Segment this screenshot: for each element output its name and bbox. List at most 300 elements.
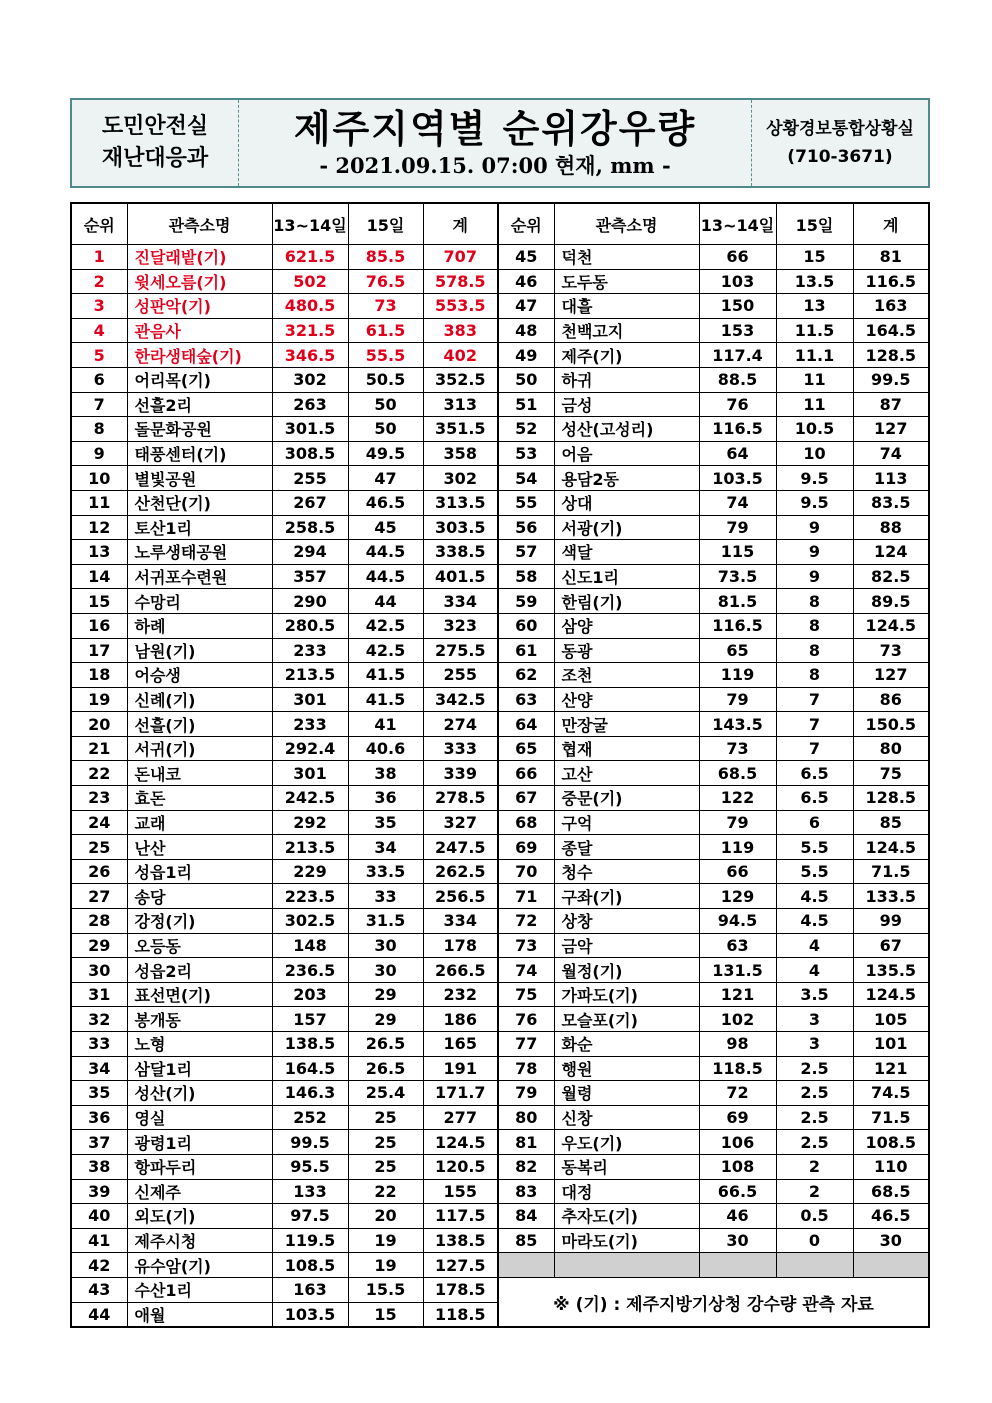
- left-total-cell: 313: [423, 392, 498, 417]
- right-d13-14-cell: 129: [699, 884, 776, 909]
- table-row: [71, 269, 929, 294]
- table-row: [71, 712, 929, 737]
- right-total-cell: 68.5: [853, 1179, 929, 1204]
- left-station-cell: 수산1리: [127, 1277, 272, 1302]
- table-row: [71, 958, 929, 983]
- left-station-cell: 항파두리: [127, 1154, 272, 1179]
- left-station-cell: 신제주: [127, 1179, 272, 1204]
- left-rank-cell: 27: [71, 884, 127, 909]
- right-d15-cell: 2.5: [776, 1081, 853, 1106]
- right-total-cell: 46.5: [853, 1204, 929, 1229]
- right-total-cell: 101: [853, 1032, 929, 1057]
- right-d13-14-cell: 68.5: [699, 761, 776, 786]
- left-station-cell: 진달래밭(기): [127, 245, 272, 270]
- left-d15-cell: 45: [348, 515, 423, 540]
- table-row: [71, 613, 929, 638]
- left-station-cell: 윗세오름(기): [127, 269, 272, 294]
- left-d13-14-cell: 280.5: [272, 613, 348, 638]
- right-rank-cell: 81: [498, 1130, 554, 1155]
- dept-line2: 재난대응과: [101, 146, 209, 171]
- left-total-cell: 191: [423, 1056, 498, 1081]
- right-d15-cell: 15: [776, 245, 853, 270]
- right-d13-14-cell: 66.5: [699, 1179, 776, 1204]
- table-row: [71, 1032, 929, 1057]
- right-station-cell: 협재: [554, 736, 699, 761]
- left-d15-cell: 50: [348, 392, 423, 417]
- right-total-cell: 83.5: [853, 490, 929, 515]
- right-station-cell: 덕천: [554, 245, 699, 270]
- left-d13-14-cell: 308.5: [272, 441, 348, 466]
- col-total-right: 계: [853, 203, 929, 245]
- left-total-cell: 707: [423, 245, 498, 270]
- left-rank-cell: 44: [71, 1302, 127, 1327]
- table-row: [71, 417, 929, 442]
- table-row: [71, 466, 929, 491]
- col-d13-14-left: 13~14일: [272, 203, 348, 245]
- left-d15-cell: 36: [348, 786, 423, 811]
- left-total-cell: 124.5: [423, 1130, 498, 1155]
- left-rank-cell: 35: [71, 1081, 127, 1106]
- left-rank-cell: 42: [71, 1253, 127, 1278]
- left-d15-cell: 73: [348, 294, 423, 319]
- left-d15-cell: 44.5: [348, 564, 423, 589]
- left-total-cell: 334: [423, 589, 498, 614]
- table-row: [71, 1056, 929, 1081]
- right-d13-14-cell: 65: [699, 638, 776, 663]
- left-station-cell: 돈내코: [127, 761, 272, 786]
- left-d13-14-cell: 119.5: [272, 1228, 348, 1253]
- right-d13-14-cell: 116.5: [699, 613, 776, 638]
- table-row: [71, 884, 929, 909]
- left-rank-cell: 18: [71, 663, 127, 688]
- left-total-cell: 303.5: [423, 515, 498, 540]
- right-d13-14-cell: 108: [699, 1154, 776, 1179]
- right-d13-14-cell: 79: [699, 515, 776, 540]
- right-station-cell: 상대: [554, 490, 699, 515]
- left-station-cell: 관음사: [127, 318, 272, 343]
- right-total-cell: 135.5: [853, 958, 929, 983]
- left-d15-cell: 42.5: [348, 638, 423, 663]
- right-rank-cell: 61: [498, 638, 554, 663]
- left-d15-cell: 42.5: [348, 613, 423, 638]
- right-rank-cell: 65: [498, 736, 554, 761]
- left-rank-cell: 2: [71, 269, 127, 294]
- left-total-cell: 302: [423, 466, 498, 491]
- right-rank-cell: 59: [498, 589, 554, 614]
- left-rank-cell: 25: [71, 835, 127, 860]
- title-box: [239, 100, 752, 186]
- right-total-cell: 150.5: [853, 712, 929, 737]
- right-total-cell: 88: [853, 515, 929, 540]
- left-d15-cell: 29: [348, 982, 423, 1007]
- right-d15-cell: 2.5: [776, 1105, 853, 1130]
- col-rank-left: 순위: [71, 203, 127, 245]
- right-d13-14-cell: 150: [699, 294, 776, 319]
- right-station-cell: 구좌(기): [554, 884, 699, 909]
- blank-grey-cell: [853, 1253, 929, 1278]
- right-station-cell: 어음: [554, 441, 699, 466]
- right-rank-cell: 80: [498, 1105, 554, 1130]
- left-d13-14-cell: 480.5: [272, 294, 348, 319]
- right-d15-cell: 11.5: [776, 318, 853, 343]
- left-d15-cell: 40.6: [348, 736, 423, 761]
- dept-line1: 도민안전실: [101, 114, 209, 139]
- right-rank-cell: 68: [498, 810, 554, 835]
- left-d13-14-cell: 292: [272, 810, 348, 835]
- right-rank-cell: 85: [498, 1228, 554, 1253]
- left-rank-cell: 40: [71, 1204, 127, 1229]
- left-total-cell: 333: [423, 736, 498, 761]
- left-d15-cell: 15.5: [348, 1277, 423, 1302]
- left-total-cell: 338.5: [423, 540, 498, 565]
- left-rank-cell: 29: [71, 933, 127, 958]
- left-rank-cell: 24: [71, 810, 127, 835]
- table-row: [71, 1179, 929, 1204]
- left-station-cell: 노루생태공원: [127, 540, 272, 565]
- table-row: [71, 490, 929, 515]
- right-d13-14-cell: 153: [699, 318, 776, 343]
- left-rank-cell: 41: [71, 1228, 127, 1253]
- right-d15-cell: 2.5: [776, 1056, 853, 1081]
- left-rank-cell: 22: [71, 761, 127, 786]
- left-total-cell: 313.5: [423, 490, 498, 515]
- left-total-cell: 327: [423, 810, 498, 835]
- left-d15-cell: 19: [348, 1228, 423, 1253]
- left-d15-cell: 26.5: [348, 1032, 423, 1057]
- right-d15-cell: 6.5: [776, 786, 853, 811]
- right-total-cell: 75: [853, 761, 929, 786]
- left-rank-cell: 37: [71, 1130, 127, 1155]
- right-d13-14-cell: 69: [699, 1105, 776, 1130]
- rainfall-table: [70, 202, 930, 1328]
- right-d15-cell: 7: [776, 687, 853, 712]
- left-d15-cell: 44: [348, 589, 423, 614]
- right-d13-14-cell: 102: [699, 1007, 776, 1032]
- table-row: [71, 1204, 929, 1229]
- left-d15-cell: 25: [348, 1105, 423, 1130]
- right-d15-cell: 8: [776, 589, 853, 614]
- left-station-cell: 수망리: [127, 589, 272, 614]
- left-station-cell: 성읍2리: [127, 958, 272, 983]
- right-d15-cell: 13.5: [776, 269, 853, 294]
- left-total-cell: 117.5: [423, 1204, 498, 1229]
- table-row: [71, 540, 929, 565]
- right-rank-cell: 83: [498, 1179, 554, 1204]
- table-row: [71, 441, 929, 466]
- right-rank-cell: 54: [498, 466, 554, 491]
- right-station-cell: 동복리: [554, 1154, 699, 1179]
- left-d13-14-cell: 321.5: [272, 318, 348, 343]
- left-d15-cell: 76.5: [348, 269, 423, 294]
- left-total-cell: 401.5: [423, 564, 498, 589]
- left-d13-14-cell: 258.5: [272, 515, 348, 540]
- right-station-cell: 화순: [554, 1032, 699, 1057]
- left-station-cell: 효돈: [127, 786, 272, 811]
- right-rank-cell: 46: [498, 269, 554, 294]
- table-row: [71, 1154, 929, 1179]
- right-d13-14-cell: 74: [699, 490, 776, 515]
- right-station-cell: 천백고지: [554, 318, 699, 343]
- left-d13-14-cell: 233: [272, 712, 348, 737]
- left-d13-14-cell: 502: [272, 269, 348, 294]
- table-header-row: [71, 203, 929, 245]
- left-rank-cell: 15: [71, 589, 127, 614]
- left-d13-14-cell: 213.5: [272, 663, 348, 688]
- right-d13-14-cell: 122: [699, 786, 776, 811]
- left-station-cell: 돌문화공원: [127, 417, 272, 442]
- left-station-cell: 난산: [127, 835, 272, 860]
- right-d13-14-cell: 98: [699, 1032, 776, 1057]
- right-d15-cell: 9: [776, 515, 853, 540]
- table-row: [71, 564, 929, 589]
- left-total-cell: 278.5: [423, 786, 498, 811]
- left-rank-cell: 14: [71, 564, 127, 589]
- left-rank-cell: 3: [71, 294, 127, 319]
- col-total-left: 계: [423, 203, 498, 245]
- table-row: [71, 1081, 929, 1106]
- left-rank-cell: 19: [71, 687, 127, 712]
- left-d15-cell: 46.5: [348, 490, 423, 515]
- left-rank-cell: 38: [71, 1154, 127, 1179]
- left-d15-cell: 34: [348, 835, 423, 860]
- left-station-cell: 서귀(기): [127, 736, 272, 761]
- right-station-cell: 월령: [554, 1081, 699, 1106]
- right-rank-cell: 73: [498, 933, 554, 958]
- right-station-cell: 신창: [554, 1105, 699, 1130]
- left-rank-cell: 12: [71, 515, 127, 540]
- right-station-cell: 행원: [554, 1056, 699, 1081]
- right-d13-14-cell: 79: [699, 687, 776, 712]
- left-d15-cell: 50.5: [348, 367, 423, 392]
- right-rank-cell: 79: [498, 1081, 554, 1106]
- right-rank-cell: 67: [498, 786, 554, 811]
- right-station-cell: 동광: [554, 638, 699, 663]
- left-d15-cell: 26.5: [348, 1056, 423, 1081]
- right-total-cell: 110: [853, 1154, 929, 1179]
- left-station-cell: 송당: [127, 884, 272, 909]
- right-d13-14-cell: 103.5: [699, 466, 776, 491]
- table-row: [71, 589, 929, 614]
- right-d15-cell: 13: [776, 294, 853, 319]
- left-d13-14-cell: 133: [272, 1179, 348, 1204]
- right-d13-14-cell: 116.5: [699, 417, 776, 442]
- left-d15-cell: 41.5: [348, 663, 423, 688]
- office-name: 상황경보통합상황실: [766, 119, 914, 139]
- right-total-cell: 71.5: [853, 859, 929, 884]
- left-d15-cell: 33.5: [348, 859, 423, 884]
- left-d15-cell: 25: [348, 1154, 423, 1179]
- right-d15-cell: 8: [776, 663, 853, 688]
- right-d15-cell: 5.5: [776, 859, 853, 884]
- left-d13-14-cell: 99.5: [272, 1130, 348, 1155]
- left-d15-cell: 44.5: [348, 540, 423, 565]
- right-d13-14-cell: 79: [699, 810, 776, 835]
- right-d15-cell: 2: [776, 1154, 853, 1179]
- right-total-cell: 108.5: [853, 1130, 929, 1155]
- left-d15-cell: 50: [348, 417, 423, 442]
- left-total-cell: 342.5: [423, 687, 498, 712]
- left-d13-14-cell: 301: [272, 687, 348, 712]
- left-total-cell: 120.5: [423, 1154, 498, 1179]
- right-d15-cell: 2: [776, 1179, 853, 1204]
- col-station-right: 관측소명: [554, 203, 699, 245]
- right-station-cell: 산양: [554, 687, 699, 712]
- left-rank-cell: 39: [71, 1179, 127, 1204]
- right-d13-14-cell: 81.5: [699, 589, 776, 614]
- right-d15-cell: 5.5: [776, 835, 853, 860]
- left-total-cell: 383: [423, 318, 498, 343]
- right-rank-cell: 60: [498, 613, 554, 638]
- right-total-cell: 116.5: [853, 269, 929, 294]
- right-rank-cell: 47: [498, 294, 554, 319]
- left-total-cell: 127.5: [423, 1253, 498, 1278]
- right-rank-cell: 69: [498, 835, 554, 860]
- left-d15-cell: 25.4: [348, 1081, 423, 1106]
- left-d15-cell: 41: [348, 712, 423, 737]
- right-total-cell: 81: [853, 245, 929, 270]
- right-d13-14-cell: 30: [699, 1228, 776, 1253]
- office-phone: (710-3671): [787, 147, 893, 167]
- right-total-cell: 124.5: [853, 613, 929, 638]
- left-total-cell: 402: [423, 343, 498, 368]
- left-rank-cell: 9: [71, 441, 127, 466]
- right-station-cell: 색달: [554, 540, 699, 565]
- left-rank-cell: 10: [71, 466, 127, 491]
- left-d13-14-cell: 163: [272, 1277, 348, 1302]
- right-station-cell: 용담2동: [554, 466, 699, 491]
- right-rank-cell: 82: [498, 1154, 554, 1179]
- right-d15-cell: 8: [776, 613, 853, 638]
- right-station-cell: 추자도(기): [554, 1204, 699, 1229]
- left-d13-14-cell: 263: [272, 392, 348, 417]
- right-d13-14-cell: 118.5: [699, 1056, 776, 1081]
- right-d13-14-cell: 64: [699, 441, 776, 466]
- table-row: [71, 1105, 929, 1130]
- right-station-cell: 상창: [554, 909, 699, 934]
- right-total-cell: 99: [853, 909, 929, 934]
- left-d15-cell: 19: [348, 1253, 423, 1278]
- right-rank-cell: 52: [498, 417, 554, 442]
- left-d13-14-cell: 148: [272, 933, 348, 958]
- left-d13-14-cell: 302.5: [272, 909, 348, 934]
- left-d13-14-cell: 290: [272, 589, 348, 614]
- table-row: [71, 835, 929, 860]
- left-d13-14-cell: 97.5: [272, 1204, 348, 1229]
- page-title: 제주지역별 순위강우량: [293, 107, 697, 151]
- right-d15-cell: 11.1: [776, 343, 853, 368]
- right-rank-cell: 78: [498, 1056, 554, 1081]
- right-d15-cell: 6: [776, 810, 853, 835]
- table-row: [71, 1277, 929, 1302]
- left-d13-14-cell: 164.5: [272, 1056, 348, 1081]
- left-d13-14-cell: 301: [272, 761, 348, 786]
- right-total-cell: 124.5: [853, 982, 929, 1007]
- blank-grey-cell: [498, 1253, 554, 1278]
- left-d13-14-cell: 301.5: [272, 417, 348, 442]
- left-station-cell: 어리목(기): [127, 367, 272, 392]
- table-row: [71, 1130, 929, 1155]
- left-station-cell: 영실: [127, 1105, 272, 1130]
- right-d15-cell: 4: [776, 933, 853, 958]
- report-header: [70, 98, 930, 188]
- right-rank-cell: 58: [498, 564, 554, 589]
- right-total-cell: 105: [853, 1007, 929, 1032]
- left-rank-cell: 20: [71, 712, 127, 737]
- left-d13-14-cell: 233: [272, 638, 348, 663]
- left-d15-cell: 38: [348, 761, 423, 786]
- left-total-cell: 178: [423, 933, 498, 958]
- left-rank-cell: 31: [71, 982, 127, 1007]
- right-station-cell: 금악: [554, 933, 699, 958]
- left-station-cell: 삼달1리: [127, 1056, 272, 1081]
- right-rank-cell: 62: [498, 663, 554, 688]
- left-rank-cell: 23: [71, 786, 127, 811]
- right-d15-cell: 9: [776, 564, 853, 589]
- right-rank-cell: 70: [498, 859, 554, 884]
- col-rank-right: 순위: [498, 203, 554, 245]
- left-rank-cell: 7: [71, 392, 127, 417]
- right-rank-cell: 84: [498, 1204, 554, 1229]
- right-station-cell: 대흘: [554, 294, 699, 319]
- table-row: [71, 933, 929, 958]
- left-d13-14-cell: 292.4: [272, 736, 348, 761]
- right-total-cell: 99.5: [853, 367, 929, 392]
- left-d15-cell: 30: [348, 933, 423, 958]
- left-station-cell: 봉개동: [127, 1007, 272, 1032]
- left-total-cell: 118.5: [423, 1302, 498, 1327]
- left-station-cell: 유수암(기): [127, 1253, 272, 1278]
- left-d13-14-cell: 229: [272, 859, 348, 884]
- left-d15-cell: 25: [348, 1130, 423, 1155]
- right-station-cell: 도두동: [554, 269, 699, 294]
- right-station-cell: 우도(기): [554, 1130, 699, 1155]
- right-total-cell: 87: [853, 392, 929, 417]
- right-total-cell: 128.5: [853, 786, 929, 811]
- left-rank-cell: 16: [71, 613, 127, 638]
- left-d13-14-cell: 108.5: [272, 1253, 348, 1278]
- office-box: [752, 100, 928, 186]
- col-d15-left: 15일: [348, 203, 423, 245]
- left-total-cell: 155: [423, 1179, 498, 1204]
- left-total-cell: 352.5: [423, 367, 498, 392]
- right-d15-cell: 11: [776, 367, 853, 392]
- table-row: [71, 786, 929, 811]
- left-rank-cell: 11: [71, 490, 127, 515]
- right-station-cell: 구억: [554, 810, 699, 835]
- right-rank-cell: 48: [498, 318, 554, 343]
- right-d13-14-cell: 88.5: [699, 367, 776, 392]
- left-d15-cell: 61.5: [348, 318, 423, 343]
- table-row: [71, 392, 929, 417]
- left-d15-cell: 33: [348, 884, 423, 909]
- right-d15-cell: 11: [776, 392, 853, 417]
- left-d13-14-cell: 223.5: [272, 884, 348, 909]
- right-d13-14-cell: 46: [699, 1204, 776, 1229]
- left-total-cell: 277: [423, 1105, 498, 1130]
- left-total-cell: 578.5: [423, 269, 498, 294]
- left-rank-cell: 34: [71, 1056, 127, 1081]
- right-total-cell: 128.5: [853, 343, 929, 368]
- left-total-cell: 553.5: [423, 294, 498, 319]
- right-rank-cell: 74: [498, 958, 554, 983]
- right-total-cell: 164.5: [853, 318, 929, 343]
- right-station-cell: 조천: [554, 663, 699, 688]
- left-d13-14-cell: 302: [272, 367, 348, 392]
- right-rank-cell: 50: [498, 367, 554, 392]
- right-d13-14-cell: 66: [699, 859, 776, 884]
- right-d15-cell: 0: [776, 1228, 853, 1253]
- right-d15-cell: 0.5: [776, 1204, 853, 1229]
